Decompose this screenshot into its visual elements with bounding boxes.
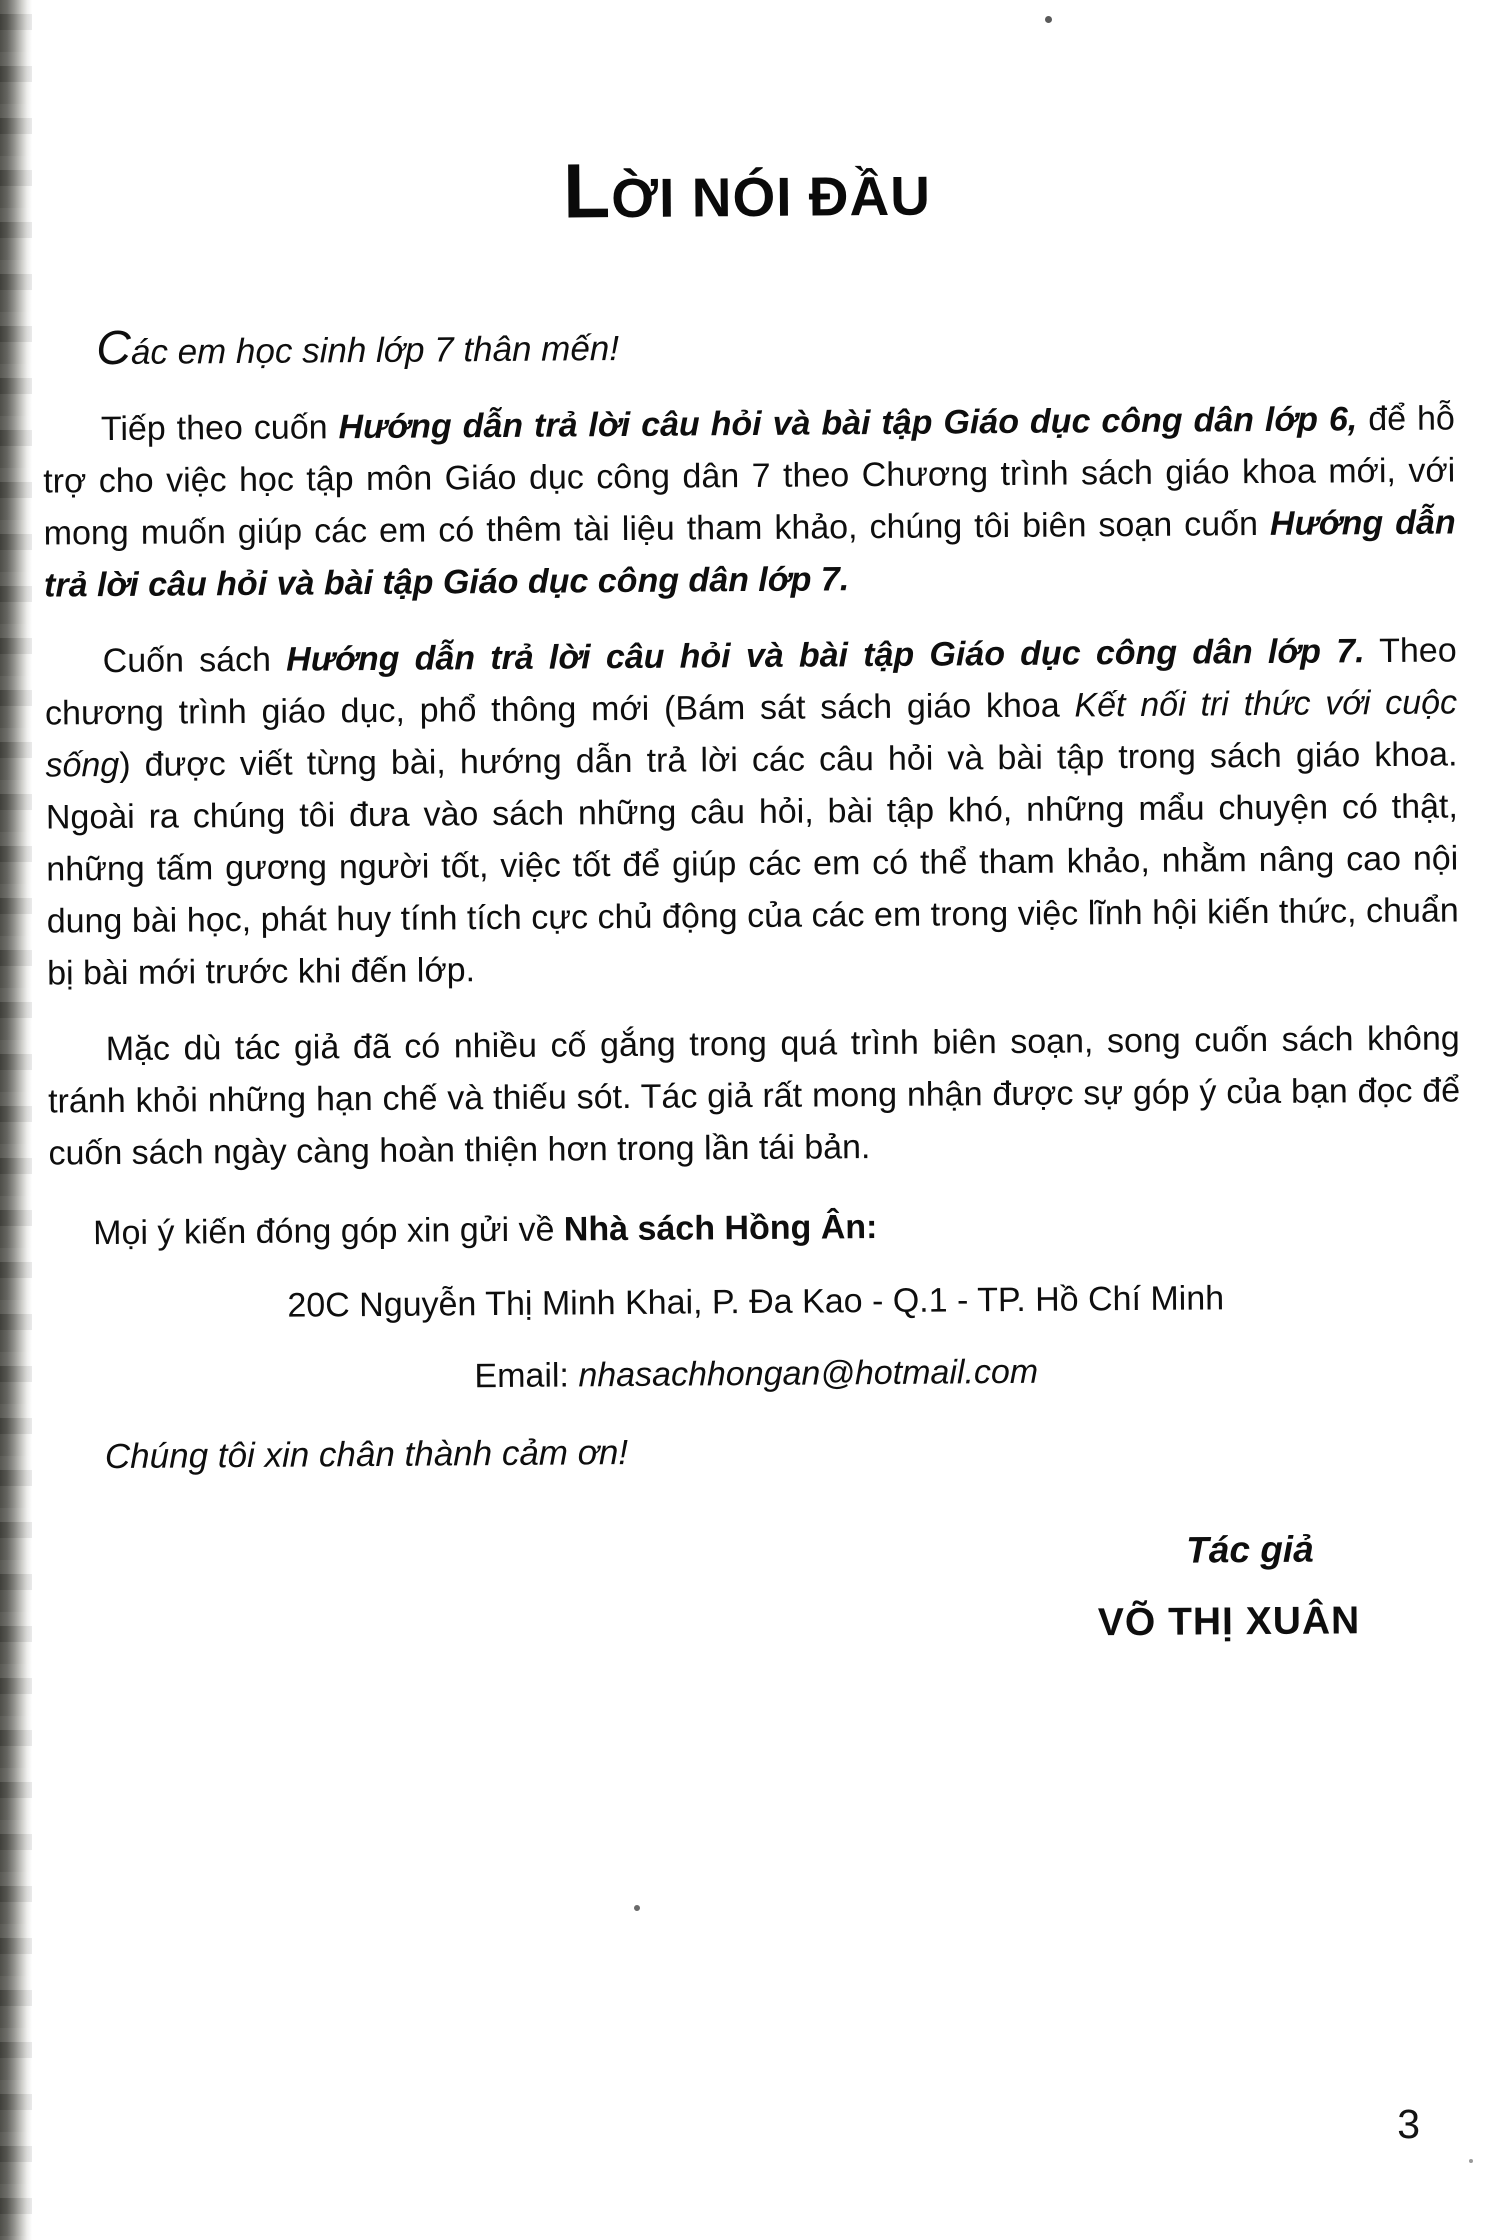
scan-speck bbox=[634, 1905, 640, 1911]
publisher-email-line bbox=[50, 1343, 1462, 1406]
page-content bbox=[40, 0, 1465, 1658]
text-run: Chúng tôi xin chân thành cảm ơn! bbox=[104, 1433, 629, 1477]
paragraph-apology bbox=[48, 1013, 1461, 1180]
text-run: Kết nối tri thức với cuộc sống bbox=[45, 683, 1458, 785]
text-run: Mặc dù tác giả đã có nhiều cố gắng trong quá trình biên soạn, song cuốn sách không tránh khỏi những hạn chế và thiếu sót. Tác giả rất mong nhận được sự góp ý của bạn đọc để cuốn sách ngày càng hoàn thiện hơn trong lần tái bản. bbox=[47, 1019, 1461, 1173]
text-run: Hướng dẫn trả lời câu hỏi và bài tập Giáo dục công dân lớp 6, bbox=[338, 400, 1358, 447]
author-block bbox=[52, 1524, 1361, 1658]
text-run: Theo chương trình giáo dục, phổ thông mới (Bám sát sách giáo khoa bbox=[44, 631, 1457, 733]
text-run: ) được viết từng bài, hướng dẫn trả lời các câu hỏi và bài tập trong sách giáo khoa. Ngoài ra chúng tôi đưa vào sách những câu hỏi, bài tập khó, những mẩu chuyện có thật, những tấm gương người tốt, việc tốt để giúp các em có thể tham khảo, nhằm nâng cao nội dung bài học, phát huy tính tích cực chủ động của các em trong việc lĩnh hội kiến thức, chuẩn bị bài mới trước khi đến lớp. bbox=[45, 735, 1459, 993]
text-run: Hướng dẫn trả lời câu hỏi và bài tập Giáo dục công dân lớp 7. bbox=[286, 632, 1365, 679]
salutation-line bbox=[96, 313, 1454, 380]
paragraph-book-description bbox=[44, 625, 1459, 1000]
text-run: Các em học sinh lớp 7 thân mến! bbox=[96, 322, 620, 376]
book-spine-scan-shadow bbox=[0, 0, 32, 2240]
thanks-line bbox=[105, 1421, 1463, 1484]
text-run: Cuốn sách bbox=[102, 640, 287, 681]
page-title: LỜI NÓI ĐẦU bbox=[562, 148, 932, 235]
text-run: Nhà sách Hồng Ân: bbox=[563, 1208, 878, 1249]
scan-speck bbox=[1469, 2159, 1473, 2163]
text-run: Email: bbox=[474, 1356, 579, 1396]
text-run: nhasachhongan@hotmail.com bbox=[578, 1353, 1039, 1395]
paragraph-intro-book6 bbox=[43, 393, 1457, 612]
scan-grain bbox=[0, 0, 32, 2240]
text-run: Hướng dẫn trả lời câu hỏi và bài tập Giáo dục công dân lớp 7. bbox=[43, 503, 1456, 605]
page-number: 3 bbox=[1397, 2101, 1420, 2147]
text-run: Mọi ý kiến đóng góp xin gửi về bbox=[93, 1210, 565, 1253]
contact-intro-line bbox=[49, 1197, 1461, 1260]
text-run: để hỗ trợ cho việc học tập môn Giáo dục công dân 7 theo Chương trình sách giáo khoa mới, với mong muốn giúp các em có thêm tài liệu tham khảo, chúng tôi biên soạn cuốn bbox=[43, 399, 1456, 553]
text-run: Tiếp theo cuốn bbox=[100, 408, 339, 449]
author-name: VÕ THỊ XUÂN bbox=[1097, 1599, 1361, 1645]
author-label: Tác giả bbox=[1186, 1528, 1314, 1571]
publisher-address: 20C Nguyễn Thị Minh Khai, P. Đa Kao - Q.1 - TP. Hồ Chí Minh bbox=[287, 1279, 1225, 1325]
